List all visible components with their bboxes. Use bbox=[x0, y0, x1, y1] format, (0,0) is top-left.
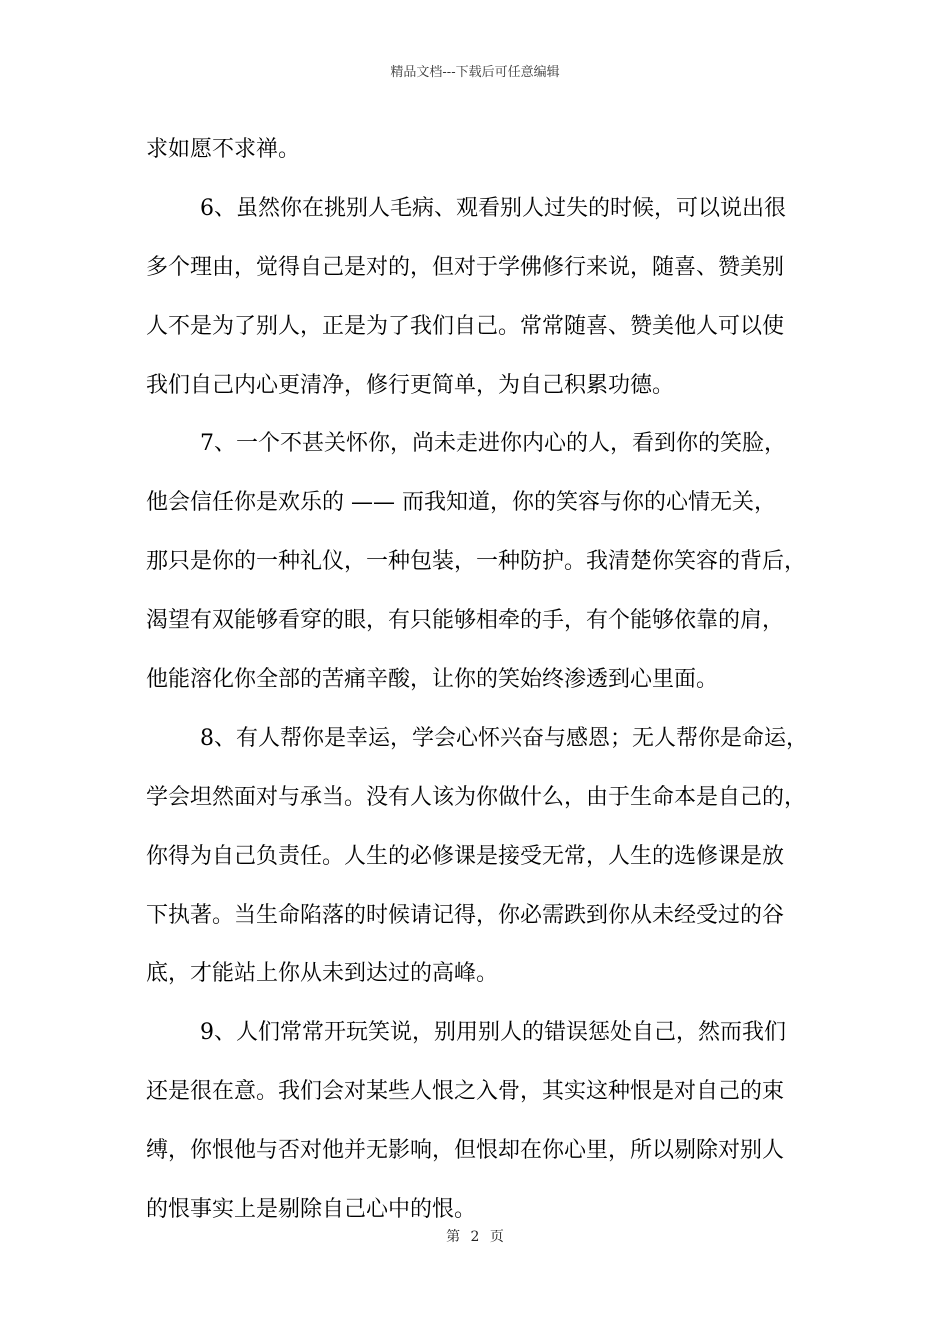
page-number: 2 bbox=[470, 1229, 480, 1245]
body-line-7: 他会信任你是欢乐的 —— 而我知道，你的笑容与你的心情无关， bbox=[146, 490, 776, 516]
body-line-12: 学会坦然面对与承当。没有人该为你做什么，由于生命本是自己的， bbox=[146, 784, 807, 810]
body-line-1: 求如愿不求禅。 bbox=[146, 137, 301, 162]
body-line-18: 缚，你恨他与否对他并无影响，但恨却在你心里，所以剔除对别人 bbox=[146, 1138, 785, 1164]
page-label-suffix: 页 bbox=[489, 1229, 504, 1245]
body-line-2: 6、虽然你在挑别人毛病、观看别人过失的时候，可以说出很 bbox=[200, 195, 786, 221]
body-line-14: 下执著。当生命陷落的时候请记得，你必需跌到你从未经受过的谷 bbox=[146, 902, 785, 928]
header-text: 精品文档---下载后可任意编辑 bbox=[390, 65, 560, 80]
page-label-prefix: 第 bbox=[446, 1229, 461, 1245]
page-header bbox=[0, 64, 950, 82]
body-line-11: 8、有人帮你是幸运，学会心怀兴奋与感恩；无人帮你是命运， bbox=[200, 725, 808, 751]
body-line-5: 我们自己内心更清净，修行更简单，为自己积累功德。 bbox=[146, 372, 675, 398]
body-line-9: 渴望有双能够看穿的眼，有只能够相牵的手，有个能够依靠的肩， bbox=[146, 608, 785, 634]
body-line-19: 的恨事实上是剔除自己心中的恨。 bbox=[146, 1197, 477, 1223]
body-line-8: 那只是你的一种礼仪，一种包装，一种防护。我清楚你笑容的背后， bbox=[146, 549, 807, 575]
body-line-16: 9、人们常常开玩笑说，别用别人的错误惩处自己，然而我们 bbox=[200, 1020, 786, 1046]
body-line-3: 多个理由，觉得自己是对的，但对于学佛修行来说，随喜、赞美别 bbox=[146, 254, 785, 280]
body-line-6: 7、一个不甚关怀你，尚未走进你内心的人，看到你的笑脸， bbox=[200, 431, 786, 457]
body-line-17: 还是很在意。我们会对某些人恨之入骨，其实这种恨是对自己的束 bbox=[146, 1079, 785, 1105]
body-line-13: 你得为自己负责任。人生的必修课是接受无常，人生的选修课是放 bbox=[146, 843, 785, 869]
body-line-4: 人不是为了别人，正是为了我们自己。常常随喜、赞美他人可以使 bbox=[146, 313, 785, 339]
body-line-10: 他能溶化你全部的苦痛辛酸，让你的笑始终渗透到心里面。 bbox=[146, 667, 719, 693]
page-footer bbox=[0, 1227, 950, 1247]
document-body bbox=[146, 130, 836, 1249]
body-line-15: 底，才能站上你从未到达过的高峰。 bbox=[146, 961, 499, 987]
